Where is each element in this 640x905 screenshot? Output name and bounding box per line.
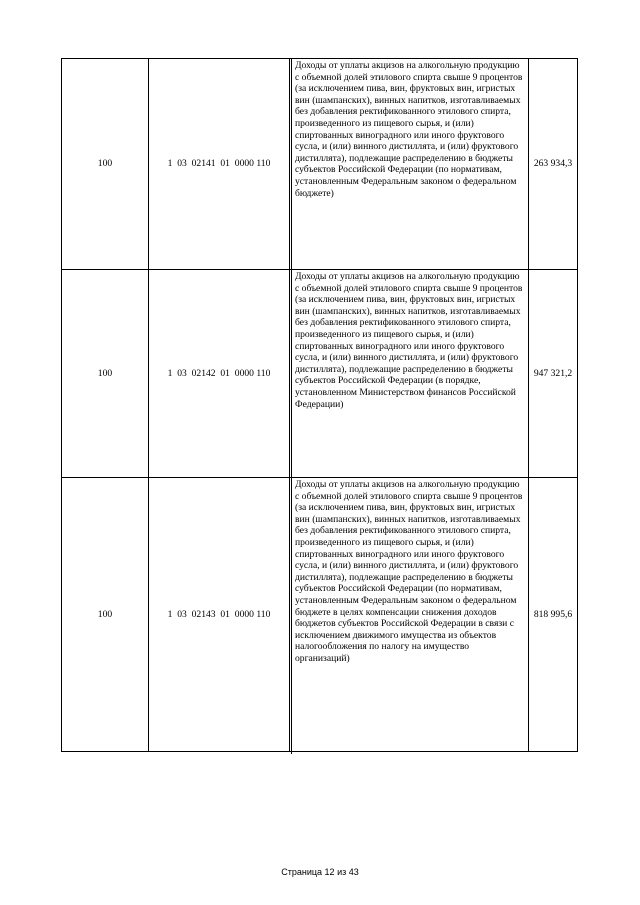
kbk-code-cell: 1 03 02141 01 0000 110 — [149, 59, 290, 270]
amount-cell: 818 995,6 — [529, 478, 578, 752]
kbk-code-cell: 1 03 02142 01 0000 110 — [149, 270, 290, 478]
table-row — [62, 478, 578, 752]
table-row — [62, 59, 578, 270]
admin-code-cell: 100 — [62, 270, 149, 478]
kbk-code-cell: 1 03 02143 01 0000 110 — [149, 478, 290, 752]
amount-cell: 947 321,2 — [529, 270, 578, 478]
revenue-name-cell — [290, 478, 529, 752]
revenue-name-cell — [290, 59, 529, 270]
revenue-table — [61, 58, 578, 752]
table-row — [62, 270, 578, 478]
page-number: Страница 12 из 43 — [281, 867, 359, 877]
revenue-name-text: Доходы от уплаты акцизов на алкогольную продукцию с объемной долей этилового спирта свыше 9 процентов (за исключением пива, вин, фруктовых вин, игристых вин (шампанских), винных напитков, изготавливаемых без добавления ректификованного этилового спирта, произведенного из пищевого сырья, и (или) спиртованных виноградного или иного фруктового сусла, и (или) винного дистиллята, и (или) фруктового дистиллята), подлежащие распределению в бюджеты субъектов Российской Федерации (по нормативам, установленным Федеральным законом о федеральном бюджете в целях компенсации снижения доходов бюджетов субъектов Российской Федерации в связи с исключением движимого имущества из объектов налогообложения по налогу на имущество организаций) — [291, 478, 528, 754]
admin-code-cell: 100 — [62, 478, 149, 752]
admin-code-cell: 100 — [62, 59, 149, 270]
revenue-name-text: Доходы от уплаты акцизов на алкогольную продукцию с объемной долей этилового спирта свыше 9 процентов (за исключением пива, вин, фруктовых вин, игристых вин (шампанских), винных напитков, изготавливаемых без добавления ректификованного этилового спирта, произведенного из пищевого сырья, и (или) спиртованных виноградного или иного фруктового сусла, и (или) винного дистиллята, и (или) фруктового дистиллята), подлежащие распределению в бюджеты субъектов Российской Федерации (в порядке, установленном Министерством финансов Российской Федерации) — [291, 270, 528, 480]
revenue-name-cell — [290, 270, 529, 478]
amount-cell: 263 934,3 — [529, 59, 578, 270]
revenue-name-text: Доходы от уплаты акцизов на алкогольную продукцию с объемной долей этилового спирта свыше 9 процентов (за исключением пива, вин, фруктовых вин, игристых вин (шампанских), винных напитков, изготавливаемых без добавления ректификованного этилового спирта, произведенного из пищевого сырья, и (или) спиртованных виноградного или иного фруктового сусла, и (или) винного дистиллята, и (или) фруктового дистиллята), подлежащие распределению в бюджеты субъектов Российской Федерации (по нормативам, установленным Федеральным законом о федеральном бюджете) — [291, 59, 528, 272]
